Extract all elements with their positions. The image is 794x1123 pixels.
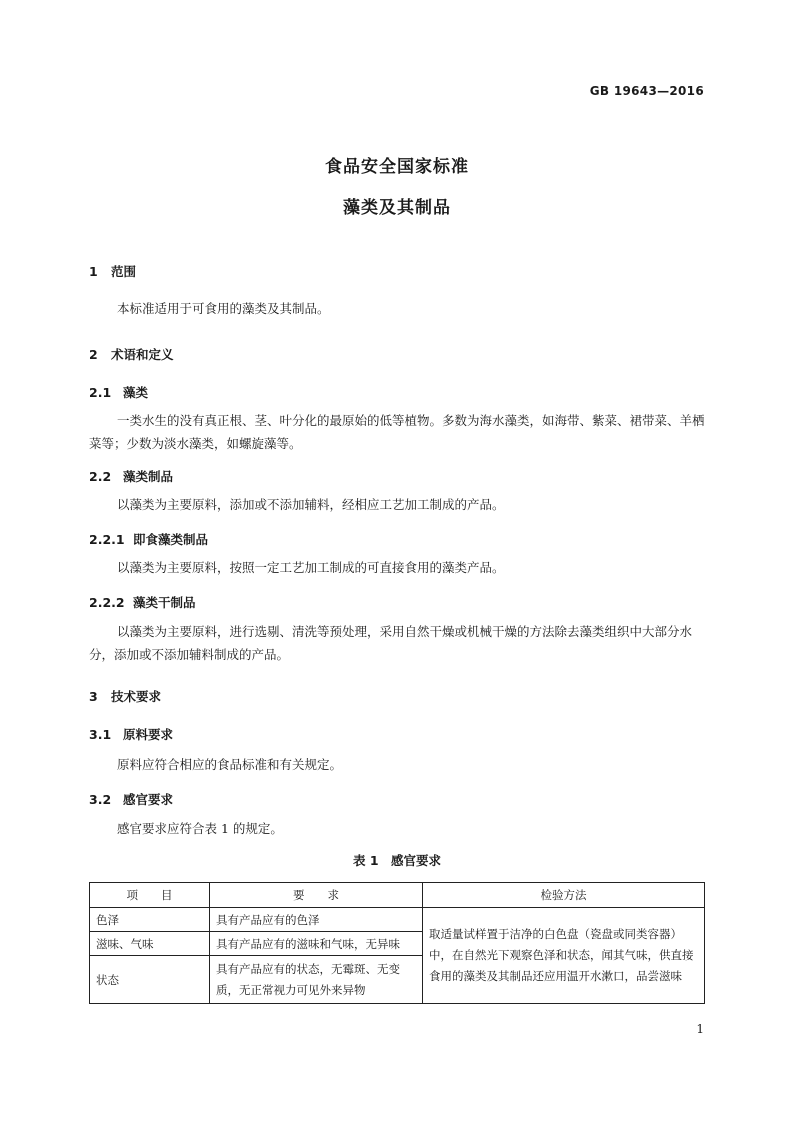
sensory-requirements-table (89, 882, 705, 1004)
table-cell-method: 取适量试样置于洁净的白色盘（瓷盘或同类容器）中，在自然光下观察色泽和状态，闻其气味，供直接食用的藻类及其制品还应用温开水漱口，品尝滋味 (423, 908, 705, 1004)
table-caption: 表 1 感官要求 (352, 853, 442, 868)
page-number: 1 (696, 1022, 704, 1036)
section-2-2-text: 以藻类为主要原料，添加或不添加辅料，经相应工艺加工制成的产品。 (117, 497, 505, 512)
table-cell-item: 滋味、气味 (90, 932, 210, 956)
document-title: 食品安全国家标准 (325, 157, 469, 177)
table-cell-item: 色泽 (90, 908, 210, 932)
section-title: 即食藻类制品 (133, 532, 209, 547)
table-row (90, 908, 705, 932)
section-title: 范围 (111, 264, 137, 279)
section-number: 1 (89, 264, 98, 279)
section-number: 3.1 (89, 727, 112, 742)
table-cell-requirement: 具有产品应有的色泽 (210, 908, 423, 932)
section-number: 3.2 (89, 792, 112, 807)
section-2-2-2-text: 以藻类为主要原料，进行选剔、清洗等预处理，采用自然干燥或机械干燥的方法除去藻类组织中大部分水分，添加或不添加辅料制成的产品。 (89, 624, 693, 662)
section-2-2-heading (89, 467, 173, 485)
section-number: 2.1 (89, 385, 112, 400)
section-title: 藻类制品 (123, 469, 174, 484)
table-header-item: 项 目 (90, 883, 210, 908)
section-2-2-1-text: 以藻类为主要原料，按照一定工艺加工制成的可直接食用的藻类产品。 (117, 560, 505, 575)
section-2-1-heading (89, 383, 148, 401)
section-title: 感官要求 (123, 792, 174, 807)
section-3-2-text: 感官要求应符合表 1 的规定。 (117, 821, 283, 836)
section-3-2-heading (89, 790, 173, 808)
section-2-1-text: 一类水生的没有真正根、茎、叶分化的最原始的低等植物。多数为海水藻类，如海带、紫菜、裙带菜、羊栖菜等；少数为淡水藻类，如螺旋藻等。 (89, 413, 705, 451)
section-title: 术语和定义 (111, 347, 174, 362)
section-number: 2.2.1 (89, 532, 125, 547)
section-2-heading (89, 345, 174, 363)
section-3-heading (89, 687, 161, 705)
section-2-2-2-heading (89, 593, 196, 611)
table-header-requirement: 要 求 (210, 883, 423, 908)
section-number: 3 (89, 689, 98, 704)
section-2-2-1-heading (89, 530, 208, 548)
section-3-1-heading (89, 725, 173, 743)
standard-number: GB 19643—2016 (589, 84, 704, 98)
section-1-text: 本标准适用于可食用的藻类及其制品。 (117, 301, 330, 316)
section-title: 技术要求 (111, 689, 162, 704)
table-header-method: 检验方法 (423, 883, 705, 908)
section-1-heading (89, 262, 136, 280)
section-number: 2 (89, 347, 98, 362)
section-title: 原料要求 (123, 727, 174, 742)
section-title: 藻类 (123, 385, 149, 400)
section-number: 2.2 (89, 469, 112, 484)
table-cell-requirement: 具有产品应有的滋味和气味，无异味 (210, 932, 423, 956)
document-subtitle: 藻类及其制品 (343, 198, 451, 218)
table-cell-item: 状态 (90, 956, 210, 1004)
section-3-1-text: 原料应符合相应的食品标准和有关规定。 (117, 757, 343, 772)
section-title: 藻类干制品 (133, 595, 196, 610)
section-number: 2.2.2 (89, 595, 125, 610)
table-header-row (90, 883, 705, 908)
table-cell-requirement: 具有产品应有的状态，无霉斑、无变质，无正常视力可见外来异物 (210, 956, 423, 1004)
